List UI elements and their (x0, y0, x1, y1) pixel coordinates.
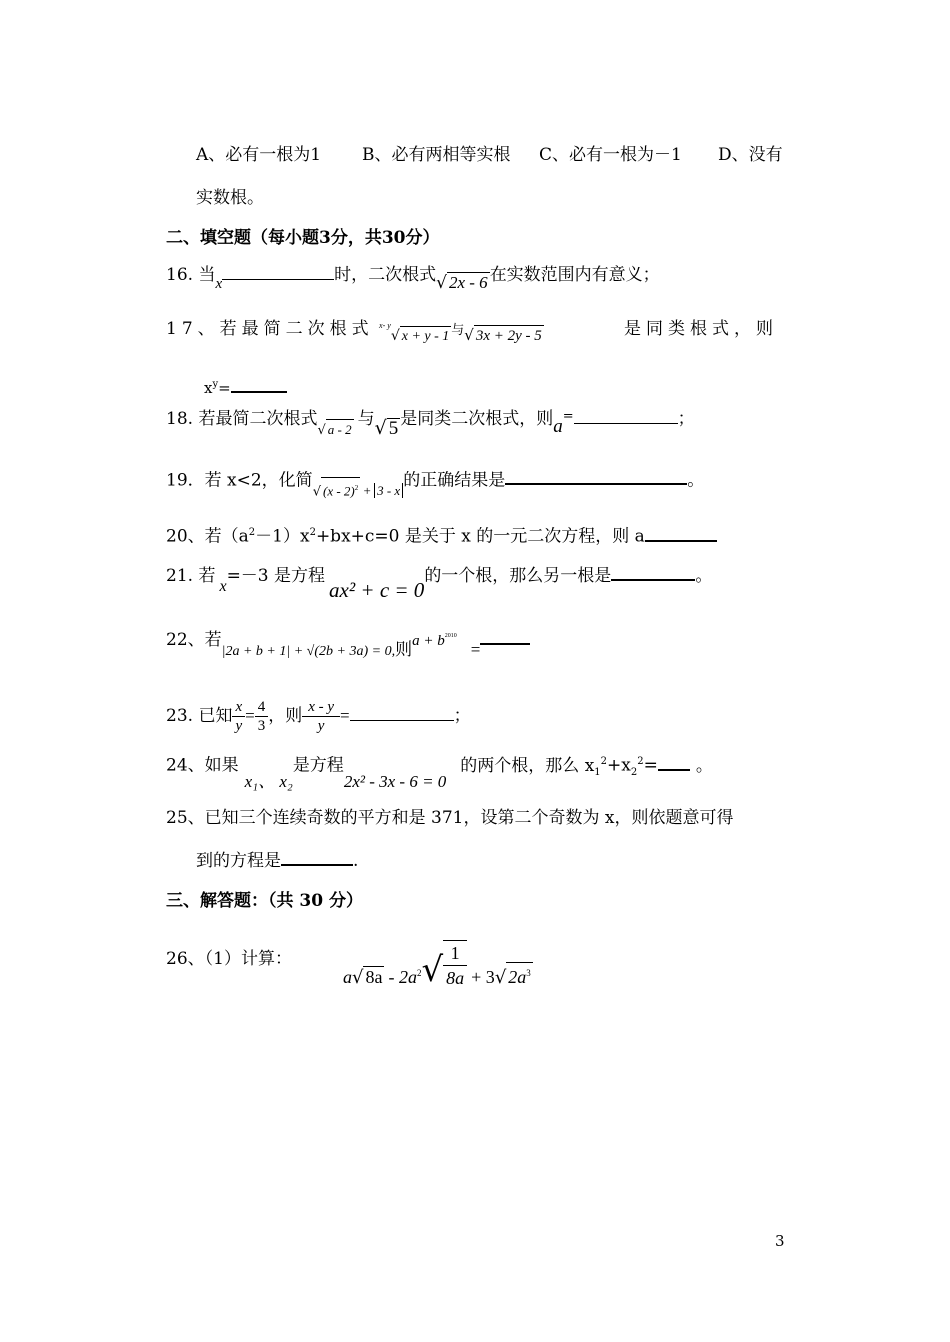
q26-t2: - $2a^2$ (388, 967, 422, 988)
q23-pre: 23. 已知 (166, 706, 233, 726)
q17-eq: = (218, 379, 231, 397)
q23-fraction-2: $\frac{4}{3}$ (255, 698, 269, 735)
option-d: D、没有 (718, 145, 783, 165)
page-number: 3 (775, 1232, 785, 1250)
q24-s4: 2 (637, 756, 644, 767)
q23-blank (350, 705, 454, 721)
q17-blank (231, 376, 287, 393)
q16-mid: 时，二次根式 (334, 265, 437, 285)
q22-expression-2: a + b (412, 633, 445, 649)
q19-end: 。 (687, 470, 705, 491)
q18-pre: 18. 若最简二次根式 (166, 409, 318, 429)
q15-options-line (196, 143, 783, 167)
question-25-line-2 (196, 849, 358, 873)
q20-sup: 2 (248, 527, 256, 538)
q18-radical-2 (375, 416, 401, 440)
sqrt-icon: √ (494, 967, 507, 989)
sqrt-icon: √ (436, 273, 447, 293)
q20-mid: －1）x (255, 526, 310, 547)
option-b: B、必有两相等实根 (362, 145, 511, 165)
q24-s2: 2 (600, 756, 608, 767)
q21-end: 。 (695, 566, 713, 586)
sqrt-icon: √ (390, 328, 400, 344)
q21-post: 的一个根，那么另一根是 (424, 566, 612, 586)
sqrt-icon: √ (421, 950, 444, 991)
q19-plus: + (360, 483, 375, 499)
q17-sup: y (212, 379, 219, 390)
q25-blank (281, 849, 353, 866)
q21-pre: 21. 若 (166, 566, 216, 586)
question-23 (166, 698, 471, 735)
q18-var: a (553, 416, 563, 437)
q19-blank (505, 468, 687, 485)
q22-blank (480, 638, 530, 645)
q16-pre: 16. 当 (166, 265, 216, 285)
q26-r3: $2a^3$ (506, 962, 533, 987)
q18-eq: = (562, 409, 574, 424)
question-26-label: 26、（1）计算： (166, 949, 292, 969)
q24-post3: = (643, 755, 658, 776)
q19-rad: (x - 2)$^2$ (321, 477, 360, 501)
q17-and: 与 (451, 323, 465, 338)
sqrt-icon: √ (352, 967, 364, 989)
q19-post: 的正确结果是 (403, 470, 506, 491)
q24-pre: 24、如果 (166, 755, 239, 776)
question-18 (166, 406, 695, 439)
q24-end: 。 (695, 755, 713, 776)
sqrt-icon: √ (312, 484, 321, 500)
q23-fraction-1: $\frac{x}{y}$ (232, 698, 245, 735)
q19-pre: 19．若 x<2，化简 (166, 470, 313, 491)
q22-eq: = (470, 640, 481, 659)
q17-rad2: 3x + 2y - 5 (474, 325, 544, 346)
q24-s1: 1 (594, 767, 601, 779)
q18-blank (574, 408, 678, 424)
q24-s3: 2 (630, 767, 638, 779)
sqrt-icon: √ (464, 326, 474, 344)
q26-t3: + 3 (471, 967, 495, 988)
q19-abs: 3 - x (374, 483, 403, 498)
question-17 (166, 317, 778, 344)
q23-fraction-3: $\frac{x - y}{y}$ (302, 698, 340, 735)
q17-pre: 17、若最简二次根式 (166, 319, 374, 339)
sqrt-icon: √ (317, 423, 326, 438)
q23-mid: ，则 (268, 706, 303, 726)
q21-blank (611, 564, 695, 581)
q26-t1: a (343, 967, 352, 988)
q23-eq: = (245, 706, 255, 725)
q16-var: x (215, 276, 223, 292)
q17-index: x- y (379, 321, 391, 330)
q22-expression: |2a + b + 1| + √(2b + 3a) = 0, (221, 644, 396, 659)
q26-fraction: $\frac{1}{8a}$ (443, 940, 467, 990)
q18-rad1: a - 2 (326, 419, 354, 440)
q21-var: x (219, 578, 227, 595)
q25-line2: 到的方程是 (196, 851, 281, 871)
section-3-title: 三、解答题：（共 30 分） (166, 891, 363, 911)
question-24 (166, 750, 713, 791)
q16-radical (436, 271, 490, 295)
q18-post: 是同类二次根式，则 (400, 409, 554, 429)
q16-blank (222, 264, 334, 280)
q17-radical-1 (379, 321, 451, 350)
q24-equation: 2x² - 3x - 6 = 0 (343, 771, 447, 791)
q20-blank (645, 525, 717, 542)
q21-equation: ax² + c = 0 (329, 578, 425, 602)
q22-pre: 22、若 (166, 630, 222, 650)
q19-radical (313, 477, 361, 504)
q18-rad2: 5 (388, 418, 399, 439)
section-2-title: 二、填空题（每小题3分，共30分） (166, 228, 440, 248)
q16-post: 在实数范围内有意义； (489, 265, 660, 285)
question-20 (166, 521, 717, 549)
option-a: A、必有一根为1 (196, 145, 322, 165)
q17-rad1: x + y - 1 (400, 326, 452, 347)
q25-end: . (353, 851, 359, 871)
q18-and: 与 (357, 409, 375, 429)
q21-val: =－3 是方程 (226, 566, 326, 586)
q22-then: 则 (395, 640, 413, 660)
q24-mid: 是方程 (292, 755, 344, 776)
q24-blank (658, 754, 690, 771)
q26-expression (343, 940, 533, 990)
question-19 (166, 467, 705, 500)
question-22 (166, 624, 530, 660)
q23-end: ； (453, 706, 471, 726)
q16-radicand: 2x - 6 (448, 273, 488, 292)
q17-x: x (204, 379, 213, 397)
q22-sup: 2010 (444, 633, 457, 639)
q18-end: ； (677, 409, 695, 429)
question-17-line-2 (204, 373, 287, 400)
question-16 (166, 263, 660, 293)
q17-radical-2 (464, 323, 544, 347)
option-c: C、必有一根为－1 (539, 145, 682, 165)
question-21 (166, 562, 713, 602)
q15-option-d-continued: 实数根。 (196, 188, 264, 208)
q26-r1: 8a (365, 967, 383, 988)
q20-sup2: 2 (309, 527, 316, 538)
q24-post: 的两个根，那么 x (460, 755, 595, 776)
q20-post: +bx+c=0 是关于 x 的一元二次方程，则 a (315, 526, 645, 547)
question-25-line-1: 25、已知三个连续奇数的平方和是 371，设第二个奇数为 x，则依题意可得 (166, 808, 734, 828)
q17-post: 是同类根式，则 (624, 319, 778, 339)
q20-pre: 20、若（a (166, 526, 249, 547)
q23-eq2: = (340, 706, 350, 725)
q24-post2: +x (607, 755, 631, 776)
sqrt-icon: √ (374, 417, 387, 439)
q24-roots: x₁、 x₂ (244, 771, 293, 791)
q18-radical-1 (317, 419, 353, 443)
